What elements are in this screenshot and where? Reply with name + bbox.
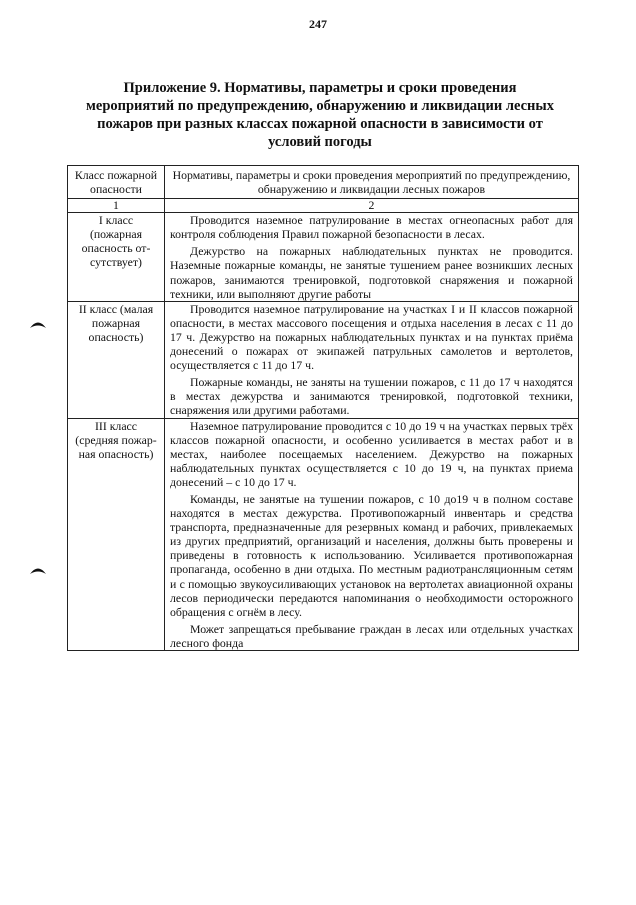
paragraph: Дежурство на пожарных наблюдательных пунктах не проводится. Наземные пожарные команды, не занятые тушением ранее возникших лесных пожаров, занимаются тренировкой, подготовкой снаряжения и пожарной техники, или выполняют другие работы [170,244,573,301]
table-row [68,213,579,302]
paragraph: Может запрещаться пребывание граждан в лесах или отдельных участках лесного фонда [170,621,573,650]
paragraph: Команды, не занятые на тушении пожаров, с 10 до19 ч в полном составе находятся в местах дежурства. Противопожарный инвентарь и средства транспорта, предназначенные для резервных команд и рабочих, привлекаемых из других предприятий, организаций и населения, должны быть проверены и приведены в готовность к использованию. Усиливается противопожарная пропаганда, особенно в дни отдыха. По местным радиотрансляционным сетям и с помощью звукоусиливающих установок на вертолетах авиационной охраны лесов периодически передаются напоминания о необходимости осторожного обращения с огнём в лесу. [170,491,573,619]
margin-mark-icon [30,566,46,574]
table-header-row [68,166,579,199]
class-label: II класс (малая пожарная опасность) [68,301,165,418]
page-title [60,79,580,151]
table-row [68,418,579,651]
column-number-row [68,199,579,213]
paragraph: Пожарные команды, не заняты на тушении пожаров, с 11 до 17 ч находятся в местах дежурства и занимаются тренировкой, подготовкой техники, снаряжения или другими работами. [170,375,573,418]
title-line: мероприятий по предупреждению, обнаружению и ликвидации лесных [86,98,554,114]
page-number: 247 [309,17,327,31]
column-number: 1 [68,199,165,213]
header-measures: Нормативы, параметры и сроки проведения мероприятий по предупреждению, обнаружению и ликвидации лесных пожаров [165,166,579,199]
measures-cell [165,213,579,302]
class-label: III класс (средняя пожарная опасность) [68,418,165,651]
column-number: 2 [165,199,579,213]
title-line: условий погоды [268,134,372,150]
margin-mark-icon [30,320,46,328]
paragraph: Наземное патрулирование проводится с 10 до 19 ч на участках первых трёх классов пожарной опасности, и особенно усиливается в местах работ и в местах, наиболее посещаемых населением. Дежурство на пожарных наблюдательных пунктах осуществляется с 10 до 19 ч, на пунктах приема донесений – с 10 до 17 ч. [170,418,573,489]
measures-cell [165,418,579,651]
header-fire-class: Класс пожарной опасности [68,166,165,199]
class-label: I класс (пожарная опасность отсутствует) [68,213,165,302]
measures-cell [165,301,579,418]
title-line: пожаров при разных классах пожарной опасности в зависимости от [97,116,543,132]
title-line: Приложение 9. Нормативы, параметры и сроки проведения [123,80,517,96]
paragraph: Проводится наземное патрулирование в местах огнеопасных работ для контроля соблюдения Правил пожарной безопасности в лесах. [170,213,573,242]
paragraph: Проводится наземное патрулирование на участках I и II классов пожарной опасности, в местах массового посещения и отдыха населения в лесах с 11 до 17 ч. Дежурство на пожарных наблюдательных пунктах и на пунктах приёма донесений о пожарах от экипажей патрульных самолетов и вертолетов, осуществляется с 11 до 17 ч. [170,301,573,373]
table-row [68,301,579,418]
fire-danger-table [67,165,579,651]
